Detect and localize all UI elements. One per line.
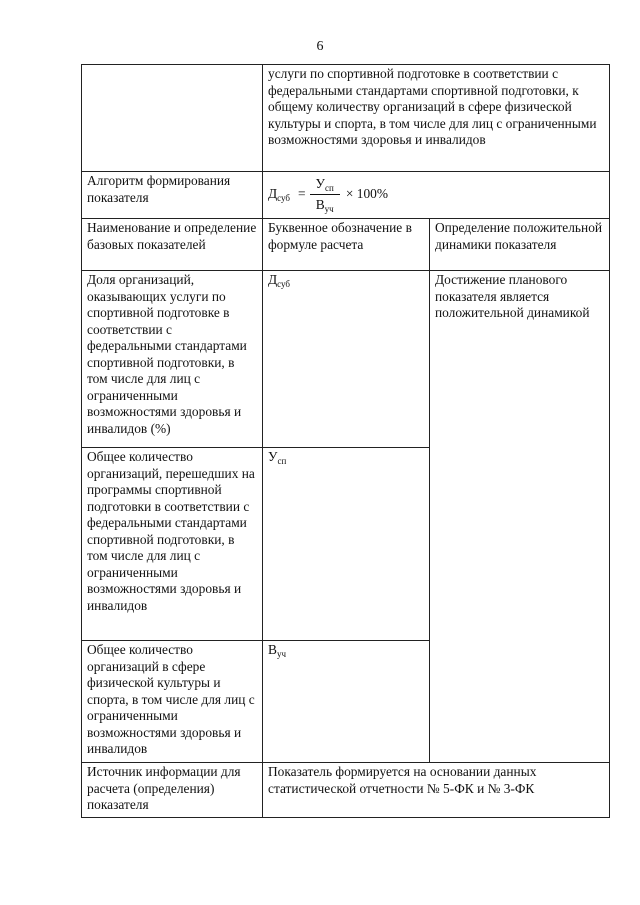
formula-cell bbox=[263, 172, 610, 219]
table-row bbox=[82, 763, 610, 818]
header-dynamics: Определение положительной динамики показателя bbox=[430, 219, 610, 271]
indicator-symbol: $В_{уч}$ bbox=[263, 641, 430, 763]
page-number: 6 bbox=[316, 39, 324, 54]
table-row bbox=[82, 172, 610, 219]
source-label: Источник информации для расчета (определения) показателя bbox=[82, 763, 263, 818]
formula-multiplier: × 100% bbox=[345, 186, 388, 202]
source-value: Показатель формируется на основании данных статистической отчетности № 5-ФК и № 3-ФК bbox=[263, 763, 610, 818]
header-name: Наименование и определение базовых показателей bbox=[82, 219, 263, 271]
table-row bbox=[82, 271, 610, 448]
formula-numerator: $У_{сп}$ bbox=[310, 176, 340, 196]
formula-lhs: $Д_{суб}$ bbox=[268, 186, 290, 204]
indicator-symbol: $У_{сп}$ bbox=[263, 448, 430, 641]
empty-cell bbox=[82, 65, 263, 172]
formula-fraction bbox=[310, 176, 340, 214]
table-row bbox=[82, 65, 610, 172]
indicator-table bbox=[81, 64, 610, 818]
indicator-name: Доля организаций, оказывающих услуги по спортивной подготовке в соответствии с федеральными стандартами спортивной подготовки, в том числе для лиц с ограниченными возможностями здоровья и инвалидов (%) bbox=[82, 271, 263, 448]
formula bbox=[268, 173, 605, 216]
table-row bbox=[82, 219, 610, 271]
formula-equals: = bbox=[297, 186, 306, 202]
indicator-name: Общее количество организаций в сфере физической культуры и спорта, в том числе для лиц с ограниченными возможностями здоровья и инвалидов bbox=[82, 641, 263, 763]
formula-denominator: $В_{уч}$ bbox=[315, 197, 334, 214]
header-symbol: Буквенное обозначение в формуле расчета bbox=[263, 219, 430, 271]
continuation-text: услуги по спортивной подготовке в соответствии с федеральными стандартами спортивной подготовки, к общему количеству организаций в сфере физической культуры и спорта, в том числе для лиц с ограниченными возможностями здоровья и инвалидов bbox=[263, 65, 610, 172]
indicator-name: Общее количество организаций, перешедших на программы спортивной подготовки в соответствии с федеральными стандартами спортивной подготовки, в том числе для лиц с ограниченными возможностями здоровья и инвалидов bbox=[82, 448, 263, 641]
algorithm-label: Алгоритм формирования показателя bbox=[82, 172, 263, 219]
indicator-symbol: $Д_{суб}$ bbox=[263, 271, 430, 448]
dynamics-definition: Достижение планового показателя является положительной динамикой bbox=[430, 271, 610, 763]
